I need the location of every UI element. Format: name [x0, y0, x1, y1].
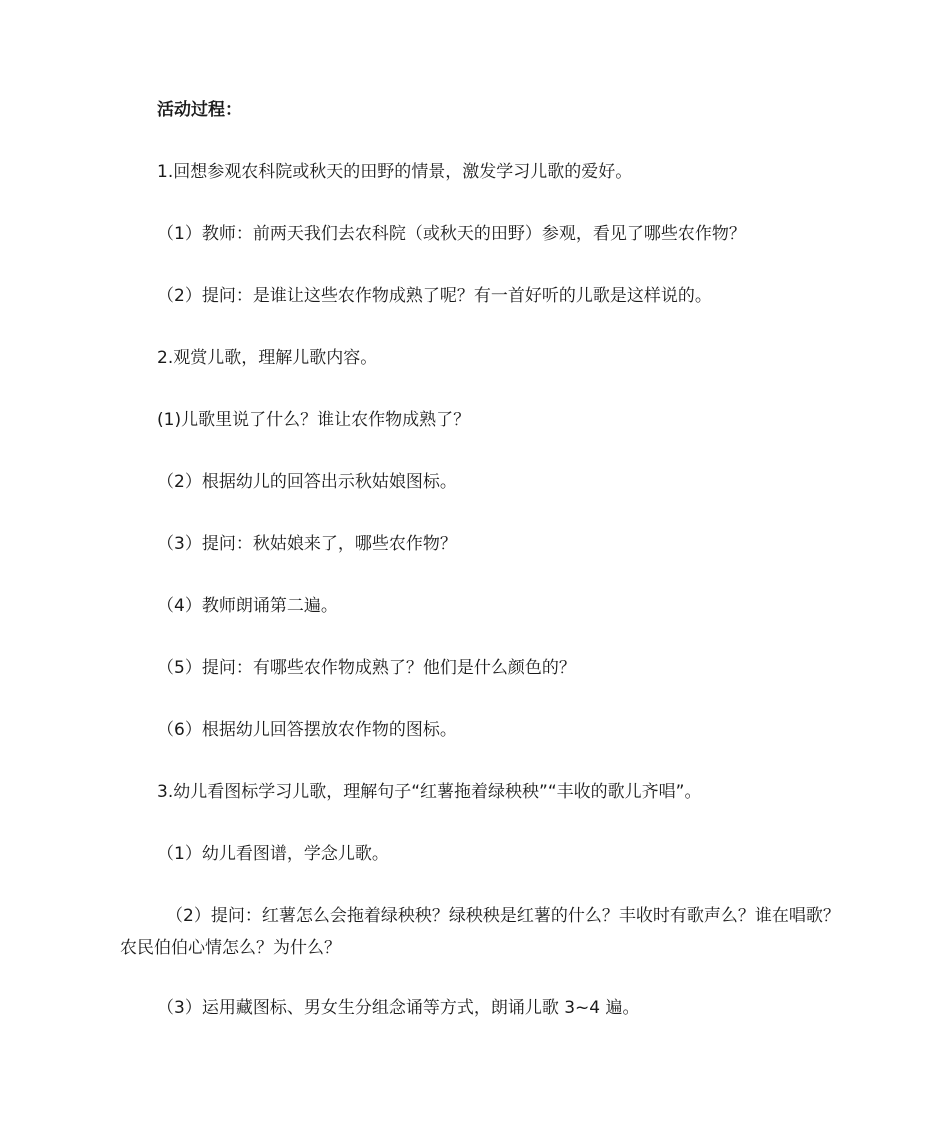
step-1-item-1: （1）教师：前两天我们去农科院（或秋天的田野）参观，看见了哪些农作物？	[157, 224, 746, 244]
step-3-item-3: （3）运用藏图标、男女生分组念诵等方式，朗诵儿歌 3~4 遍。	[157, 998, 640, 1018]
section-heading: 活动过程：	[157, 100, 242, 120]
step-2-item-4: （4）教师朗诵第二遍。	[157, 596, 338, 616]
step-2-item-2: （2）根据幼儿的回答出示秋姑娘图标。	[157, 472, 457, 492]
step-3-item-1: （1）幼儿看图谱，学念儿歌。	[157, 844, 389, 864]
step-1: 1.回想参观农科院或秋天的田野的情景，激发学习儿歌的爱好。	[157, 162, 633, 182]
step-2-item-6: （6）根据幼儿回答摆放农作物的图标。	[157, 720, 457, 740]
step-1-item-2: （2）提问：是谁让这些农作物成熟了呢？有一首好听的儿歌是这样说的。	[157, 286, 712, 306]
step-2-item-5: （5）提问：有哪些农作物成熟了？他们是什么颜色的？	[157, 658, 576, 678]
step-3-item-2: （2）提问：红薯怎么会拖着绿秧秧？绿秧秧是红薯的什么？丰收时有歌声么？谁在唱歌？农民伯伯心情怎么？为什么？	[120, 906, 840, 958]
step-2-item-3: （3）提问：秋姑娘来了，哪些农作物？	[157, 534, 457, 554]
step-2-item-1: (1)儿歌里说了什么？谁让农作物成熟了？	[157, 410, 471, 430]
step-3: 3.幼儿看图标学习儿歌，理解句子“红薯拖着绿秧秧”“丰收的歌儿齐唱”。	[157, 782, 702, 802]
step-2: 2.观赏儿歌，理解儿歌内容。	[157, 348, 378, 368]
